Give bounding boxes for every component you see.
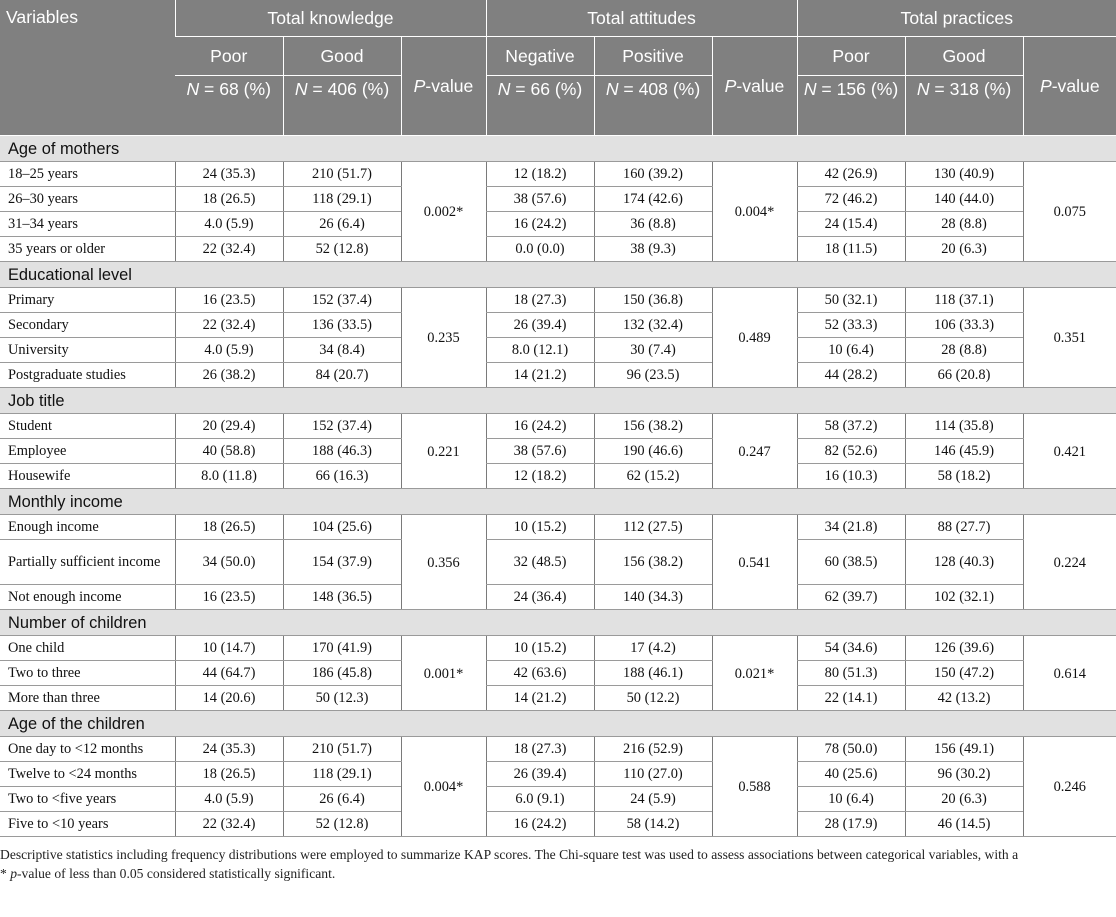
row-label: Twelve to <24 months xyxy=(0,762,175,787)
table-row xyxy=(0,812,1116,837)
group-header-knowledge: Total knowledge xyxy=(175,0,486,37)
value-cell: 126 (39.6) xyxy=(905,636,1023,661)
value-cell: 18 (26.5) xyxy=(175,762,283,787)
pvalue-cell: 0.356 xyxy=(401,515,486,610)
value-cell: 16 (24.2) xyxy=(486,812,594,837)
value-cell: 24 (5.9) xyxy=(594,787,712,812)
value-cell: 26 (38.2) xyxy=(175,363,283,388)
table-row xyxy=(0,187,1116,212)
value-cell: 16 (24.2) xyxy=(486,212,594,237)
value-cell: 14 (20.6) xyxy=(175,686,283,711)
value-cell: 17 (4.2) xyxy=(594,636,712,661)
value-cell: 22 (14.1) xyxy=(797,686,905,711)
value-cell: 188 (46.1) xyxy=(594,661,712,686)
value-cell: 52 (12.8) xyxy=(283,237,401,262)
section-title: Monthly income xyxy=(0,489,1116,515)
row-label: More than three xyxy=(0,686,175,711)
value-cell: 104 (25.6) xyxy=(283,515,401,540)
n-header: N = 66 (%) xyxy=(486,76,594,136)
value-cell: 34 (50.0) xyxy=(175,540,283,585)
section-row xyxy=(0,610,1116,636)
pvalue-cell: 0.002* xyxy=(401,162,486,262)
value-cell: 96 (23.5) xyxy=(594,363,712,388)
value-cell: 96 (30.2) xyxy=(905,762,1023,787)
pvalue-cell: 0.246 xyxy=(1023,737,1116,837)
value-cell: 140 (44.0) xyxy=(905,187,1023,212)
row-label: Housewife xyxy=(0,464,175,489)
row-label: 31–34 years xyxy=(0,212,175,237)
section-title: Job title xyxy=(0,388,1116,414)
table-row xyxy=(0,515,1116,540)
pvalue-cell: 0.541 xyxy=(712,515,797,610)
value-cell: 10 (15.2) xyxy=(486,515,594,540)
value-cell: 22 (32.4) xyxy=(175,812,283,837)
section-title: Educational level xyxy=(0,262,1116,288)
section-row xyxy=(0,489,1116,515)
value-cell: 118 (37.1) xyxy=(905,288,1023,313)
value-cell: 6.0 (9.1) xyxy=(486,787,594,812)
value-cell: 16 (23.5) xyxy=(175,585,283,610)
value-cell: 42 (26.9) xyxy=(797,162,905,187)
value-cell: 42 (13.2) xyxy=(905,686,1023,711)
row-label: Postgraduate studies xyxy=(0,363,175,388)
pvalue-cell: 0.004* xyxy=(712,162,797,262)
row-label: Primary xyxy=(0,288,175,313)
value-cell: 50 (12.2) xyxy=(594,686,712,711)
table-row xyxy=(0,338,1116,363)
value-cell: 148 (36.5) xyxy=(283,585,401,610)
value-cell: 88 (27.7) xyxy=(905,515,1023,540)
value-cell: 50 (12.3) xyxy=(283,686,401,711)
value-cell: 66 (16.3) xyxy=(283,464,401,489)
value-cell: 82 (52.6) xyxy=(797,439,905,464)
table-row xyxy=(0,439,1116,464)
value-cell: 0.0 (0.0) xyxy=(486,237,594,262)
pvalue-cell: 0.224 xyxy=(1023,515,1116,610)
value-cell: 26 (6.4) xyxy=(283,212,401,237)
value-cell: 30 (7.4) xyxy=(594,338,712,363)
value-cell: 58 (14.2) xyxy=(594,812,712,837)
value-cell: 8.0 (11.8) xyxy=(175,464,283,489)
value-cell: 40 (25.6) xyxy=(797,762,905,787)
value-cell: 118 (29.1) xyxy=(283,762,401,787)
value-cell: 38 (57.6) xyxy=(486,187,594,212)
value-cell: 4.0 (5.9) xyxy=(175,787,283,812)
value-cell: 32 (48.5) xyxy=(486,540,594,585)
value-cell: 16 (10.3) xyxy=(797,464,905,489)
pvalue-cell: 0.001* xyxy=(401,636,486,711)
table-row xyxy=(0,288,1116,313)
subheader-attitudes-negative: Negative xyxy=(486,37,594,76)
value-cell: 156 (38.2) xyxy=(594,540,712,585)
row-label: Partially sufficient income xyxy=(0,540,175,585)
pvalue-cell: 0.588 xyxy=(712,737,797,837)
value-cell: 18 (27.3) xyxy=(486,737,594,762)
value-cell: 118 (29.1) xyxy=(283,187,401,212)
table-row xyxy=(0,540,1116,585)
value-cell: 24 (35.3) xyxy=(175,162,283,187)
value-cell: 18 (26.5) xyxy=(175,515,283,540)
subheader-knowledge-poor: Poor xyxy=(175,37,283,76)
table-row xyxy=(0,661,1116,686)
pvalue-cell: 0.235 xyxy=(401,288,486,388)
section-title: Age of the children xyxy=(0,711,1116,737)
table-row xyxy=(0,363,1116,388)
value-cell: 18 (11.5) xyxy=(797,237,905,262)
value-cell: 10 (6.4) xyxy=(797,338,905,363)
value-cell: 62 (39.7) xyxy=(797,585,905,610)
value-cell: 4.0 (5.9) xyxy=(175,212,283,237)
pvalue-cell: 0.021* xyxy=(712,636,797,711)
value-cell: 20 (6.3) xyxy=(905,237,1023,262)
row-label: 18–25 years xyxy=(0,162,175,187)
pvalue-cell: 0.489 xyxy=(712,288,797,388)
pvalue-cell: 0.004* xyxy=(401,737,486,837)
value-cell: 190 (46.6) xyxy=(594,439,712,464)
value-cell: 18 (26.5) xyxy=(175,187,283,212)
value-cell: 66 (20.8) xyxy=(905,363,1023,388)
value-cell: 186 (45.8) xyxy=(283,661,401,686)
row-label: Enough income xyxy=(0,515,175,540)
value-cell: 44 (64.7) xyxy=(175,661,283,686)
row-label: Two to <five years xyxy=(0,787,175,812)
value-cell: 112 (27.5) xyxy=(594,515,712,540)
value-cell: 14 (21.2) xyxy=(486,363,594,388)
value-cell: 154 (37.9) xyxy=(283,540,401,585)
n-header: N = 156 (%) xyxy=(797,76,905,136)
value-cell: 24 (36.4) xyxy=(486,585,594,610)
value-cell: 216 (52.9) xyxy=(594,737,712,762)
section-row xyxy=(0,136,1116,162)
value-cell: 22 (32.4) xyxy=(175,237,283,262)
table-footnote: Descriptive statistics including frequency distributions were employed to summarize KAP scores. The Chi-square test was used to assess associations between categorical variables, with a * p-value of less than 0.05 considered statistically significant. xyxy=(0,847,1019,881)
pvalue-cell: 0.351 xyxy=(1023,288,1116,388)
subheader-practices-poor: Poor xyxy=(797,37,905,76)
row-label: 35 years or older xyxy=(0,237,175,262)
value-cell: 156 (38.2) xyxy=(594,414,712,439)
value-cell: 62 (15.2) xyxy=(594,464,712,489)
value-cell: 106 (33.3) xyxy=(905,313,1023,338)
row-label: Five to <10 years xyxy=(0,812,175,837)
value-cell: 80 (51.3) xyxy=(797,661,905,686)
value-cell: 38 (57.6) xyxy=(486,439,594,464)
value-cell: 22 (32.4) xyxy=(175,313,283,338)
subheader-attitudes-positive: Positive xyxy=(594,37,712,76)
table-row xyxy=(0,212,1116,237)
table-row xyxy=(0,636,1116,661)
row-label: University xyxy=(0,338,175,363)
value-cell: 24 (35.3) xyxy=(175,737,283,762)
value-cell: 72 (46.2) xyxy=(797,187,905,212)
pvalue-cell: 0.075 xyxy=(1023,162,1116,262)
value-cell: 38 (9.3) xyxy=(594,237,712,262)
pvalue-cell: 0.221 xyxy=(401,414,486,489)
section-row xyxy=(0,711,1116,737)
value-cell: 20 (6.3) xyxy=(905,787,1023,812)
value-cell: 14 (21.2) xyxy=(486,686,594,711)
group-header-practices: Total practices xyxy=(797,0,1116,37)
value-cell: 26 (39.4) xyxy=(486,762,594,787)
value-cell: 132 (32.4) xyxy=(594,313,712,338)
value-cell: 210 (51.7) xyxy=(283,737,401,762)
table-header xyxy=(0,0,1116,136)
value-cell: 84 (20.7) xyxy=(283,363,401,388)
table-row xyxy=(0,787,1116,812)
value-cell: 10 (15.2) xyxy=(486,636,594,661)
value-cell: 210 (51.7) xyxy=(283,162,401,187)
row-label: Not enough income xyxy=(0,585,175,610)
value-cell: 10 (6.4) xyxy=(797,787,905,812)
value-cell: 46 (14.5) xyxy=(905,812,1023,837)
value-cell: 130 (40.9) xyxy=(905,162,1023,187)
value-cell: 170 (41.9) xyxy=(283,636,401,661)
row-label: 26–30 years xyxy=(0,187,175,212)
value-cell: 54 (34.6) xyxy=(797,636,905,661)
value-cell: 160 (39.2) xyxy=(594,162,712,187)
value-cell: 44 (28.2) xyxy=(797,363,905,388)
table-body xyxy=(0,136,1116,837)
value-cell: 146 (45.9) xyxy=(905,439,1023,464)
table-row xyxy=(0,585,1116,610)
value-cell: 114 (35.8) xyxy=(905,414,1023,439)
table-row xyxy=(0,762,1116,787)
value-cell: 26 (6.4) xyxy=(283,787,401,812)
value-cell: 20 (29.4) xyxy=(175,414,283,439)
row-label: One day to <12 months xyxy=(0,737,175,762)
value-cell: 58 (37.2) xyxy=(797,414,905,439)
table-row xyxy=(0,464,1116,489)
value-cell: 12 (18.2) xyxy=(486,464,594,489)
value-cell: 78 (50.0) xyxy=(797,737,905,762)
group-header-attitudes: Total attitudes xyxy=(486,0,797,37)
value-cell: 28 (8.8) xyxy=(905,212,1023,237)
section-title: Number of children xyxy=(0,610,1116,636)
variables-header: Variables xyxy=(0,0,175,136)
value-cell: 58 (18.2) xyxy=(905,464,1023,489)
value-cell: 28 (8.8) xyxy=(905,338,1023,363)
table-row xyxy=(0,162,1116,187)
value-cell: 174 (42.6) xyxy=(594,187,712,212)
value-cell: 10 (14.7) xyxy=(175,636,283,661)
pvalue-cell: 0.421 xyxy=(1023,414,1116,489)
subheader-knowledge-good: Good xyxy=(283,37,401,76)
section-row xyxy=(0,262,1116,288)
value-cell: 152 (37.4) xyxy=(283,288,401,313)
value-cell: 4.0 (5.9) xyxy=(175,338,283,363)
value-cell: 34 (8.4) xyxy=(283,338,401,363)
table-row xyxy=(0,237,1116,262)
pvalue-cell: 0.614 xyxy=(1023,636,1116,711)
section-title: Age of mothers xyxy=(0,136,1116,162)
value-cell: 34 (21.8) xyxy=(797,515,905,540)
value-cell: 140 (34.3) xyxy=(594,585,712,610)
n-header: N = 68 (%) xyxy=(175,76,283,136)
value-cell: 40 (58.8) xyxy=(175,439,283,464)
value-cell: 8.0 (12.1) xyxy=(486,338,594,363)
n-header: N = 318 (%) xyxy=(905,76,1023,136)
row-label: Two to three xyxy=(0,661,175,686)
value-cell: 26 (39.4) xyxy=(486,313,594,338)
pvalue-header: P-value xyxy=(712,37,797,136)
value-cell: 136 (33.5) xyxy=(283,313,401,338)
value-cell: 188 (46.3) xyxy=(283,439,401,464)
value-cell: 16 (23.5) xyxy=(175,288,283,313)
row-label: One child xyxy=(0,636,175,661)
value-cell: 60 (38.5) xyxy=(797,540,905,585)
row-label: Secondary xyxy=(0,313,175,338)
value-cell: 28 (17.9) xyxy=(797,812,905,837)
row-label: Employee xyxy=(0,439,175,464)
pvalue-header: P-value xyxy=(401,37,486,136)
pvalue-header: P-value xyxy=(1023,37,1116,136)
value-cell: 18 (27.3) xyxy=(486,288,594,313)
section-row xyxy=(0,388,1116,414)
n-header: N = 406 (%) xyxy=(283,76,401,136)
value-cell: 36 (8.8) xyxy=(594,212,712,237)
value-cell: 128 (40.3) xyxy=(905,540,1023,585)
value-cell: 110 (27.0) xyxy=(594,762,712,787)
table-row xyxy=(0,737,1116,762)
value-cell: 24 (15.4) xyxy=(797,212,905,237)
value-cell: 52 (33.3) xyxy=(797,313,905,338)
value-cell: 12 (18.2) xyxy=(486,162,594,187)
pvalue-cell: 0.247 xyxy=(712,414,797,489)
table-row xyxy=(0,686,1116,711)
table-row xyxy=(0,313,1116,338)
value-cell: 50 (32.1) xyxy=(797,288,905,313)
row-label: Student xyxy=(0,414,175,439)
value-cell: 42 (63.6) xyxy=(486,661,594,686)
value-cell: 152 (37.4) xyxy=(283,414,401,439)
table-row xyxy=(0,414,1116,439)
value-cell: 16 (24.2) xyxy=(486,414,594,439)
value-cell: 150 (36.8) xyxy=(594,288,712,313)
value-cell: 52 (12.8) xyxy=(283,812,401,837)
subheader-practices-good: Good xyxy=(905,37,1023,76)
value-cell: 150 (47.2) xyxy=(905,661,1023,686)
value-cell: 156 (49.1) xyxy=(905,737,1023,762)
n-header: N = 408 (%) xyxy=(594,76,712,136)
value-cell: 102 (32.1) xyxy=(905,585,1023,610)
